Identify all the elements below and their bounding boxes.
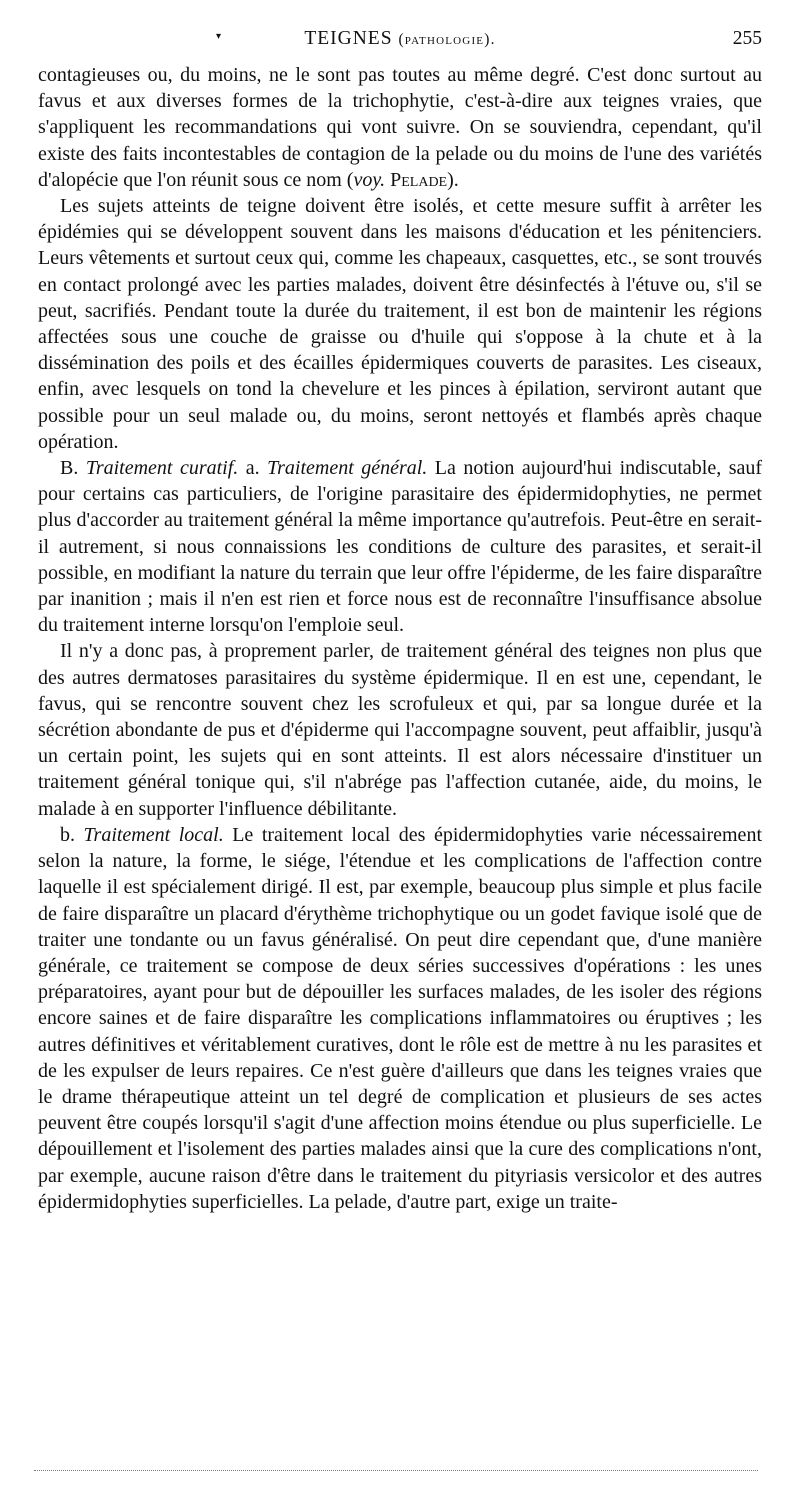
paragraph-favus [38, 638, 762, 821]
body-text [38, 62, 762, 1215]
text-run: Il n'y a donc pas, à proprement parler, de traitement général des teignes non plus que des autres dermatoses parasitaires du système épidermique. Il en est une, cependant, le favus, qui se rencontre souvent chez les scrofuleux et qui, par sa longue durée et la sécrétion abondante de pus et d'épiderme qui l'accompagne souvent, peut affaiblir, jusqu'à un certain point, les sujets qui en sont atteints. Il est alors nécessaire d'instituer un traitement général tonique qui, s'il n'abrége pas l'affection cutanée, aide, du moins, le malade à en supporter l'influence débilitante. [38, 640, 762, 820]
text-run: La notion aujourd'hui indiscutable, sauf pour certains cas particuliers, de l'origine parasitaire des épidermidophyties, ne permet plus d'accorder au traitement général la même importance qu'autrefois. Peut-être en serait-il autrement, si nous connaissions les conditions de culture des parasites, et serait-il possible, en modifiant la nature du terrain que leur offre l'épiderme, de les faire disparaître par inanition ; mais il n'en est rien et force nous est de reconnaître l'insuffisance absolue du traitement interne lorsqu'on l'emploie seul. [38, 457, 763, 637]
title-main: TEIGNES [304, 28, 393, 49]
document-page [0, 28, 800, 1505]
text-run: contagieuses ou, du moins, ne le sont pas toutes au même degré. C'est donc surtout au favus et aux diverses formes de la trichophytie, c'est-à-dire aux teignes vraies, que s'appliquent les recommandations qui vont suivre. On se souviendra, cependant, qu'il existe des faits incontestables de contagion de la pelade ou du moins de l'une des variétés d'alopécie que l'on réunit sous ce nom ( [38, 64, 762, 191]
title-sub: (pathologie). [398, 31, 496, 48]
text-run: Les sujets atteints de teigne doivent être isolés, et cette mesure suffit à arrêter les épidémies qui se développent souvent dans les maisons d'éducation et les pénitenciers. Leurs vêtements et surtout ceux qui, comme les chapeaux, casquettes, etc., se sont trouvés en contact prolongé avec les parties malades, doivent être désinfectés à l'étuve ou, s'il se peut, sacrifiés. Pendant toute la durée du traitement, il est bon de maintenir les régions affectées sous une couche de graisse ou d'huile qui s'oppose à la chute et à la dissémination des poils et des écailles épidermiques couverts de parasites. Les ciseaux, enfin, avec lesquels on tond la chevelure et les pinces à épilation, serviront autant que possible pour un seul malade ou, du moins, seront nettoyés et flambés après chaque opération. [38, 195, 762, 453]
text-run: Le traitement local des épidermidophyties varie nécessairement selon la nature, la forme, le siége, l'étendue et les complications de l'affection contre laquelle il est spécialement dirigé. Il est, par exemple, beaucoup plus simple et plus facile de faire disparaître un placard d'érythème trichophytique ou un godet favique isolé que de traiter une tondante ou un favus généralisé. On peut dire cependant que, d'une manière générale, ce traitement se compose de deux séries successives d'opérations : les unes préparatoires, ayant pour but de dépouiller les surfaces malades, de les isoler des régions encore saines et de faire disparaître les complications inflammatoires ou éruptives ; les autres définitives et véritablement curatives, dont le rôle est de mettre à nu les parasites et de les expulser de leurs repaires. Ce n'est guère d'ailleurs que dans les teignes vraies que le drame thérapeutique atteint un tel degré de complication et plusieurs de ses actes peuvent être coupés lorsqu'il s'agit d'une affection moins étendue ou plus superficielle. Le dépouillement et l'isolement des parties malades ainsi que la cure des complications n'ont, par exemple, aucune raison d'être dans le traitement du pityriasis versicolor et des autres épidermidophyties superficielles. La pelade, d'autre part, exige un traite- [38, 823, 762, 1213]
text-run: B. [60, 457, 86, 480]
text-run: a. [238, 457, 268, 480]
text-run: Traitement général. [267, 457, 428, 480]
text-run: Pelade [390, 168, 448, 191]
footer-dotted-rule [34, 1470, 758, 1471]
text-run: b. [60, 823, 84, 846]
paragraph-general-treatment [38, 455, 762, 638]
page-number: 255 [732, 28, 762, 49]
text-run: Traitement curatif. [85, 457, 239, 480]
text-run: voy. [353, 168, 386, 191]
running-title [38, 28, 762, 50]
printer-mark: ▾ [216, 31, 222, 42]
text-run: Traitement local. [83, 823, 224, 846]
paragraph-isolation [38, 193, 762, 455]
running-header [38, 28, 762, 62]
paragraph-continuation [38, 62, 762, 193]
paragraph-local-treatment [38, 822, 762, 1215]
text-run: ). [447, 168, 459, 191]
